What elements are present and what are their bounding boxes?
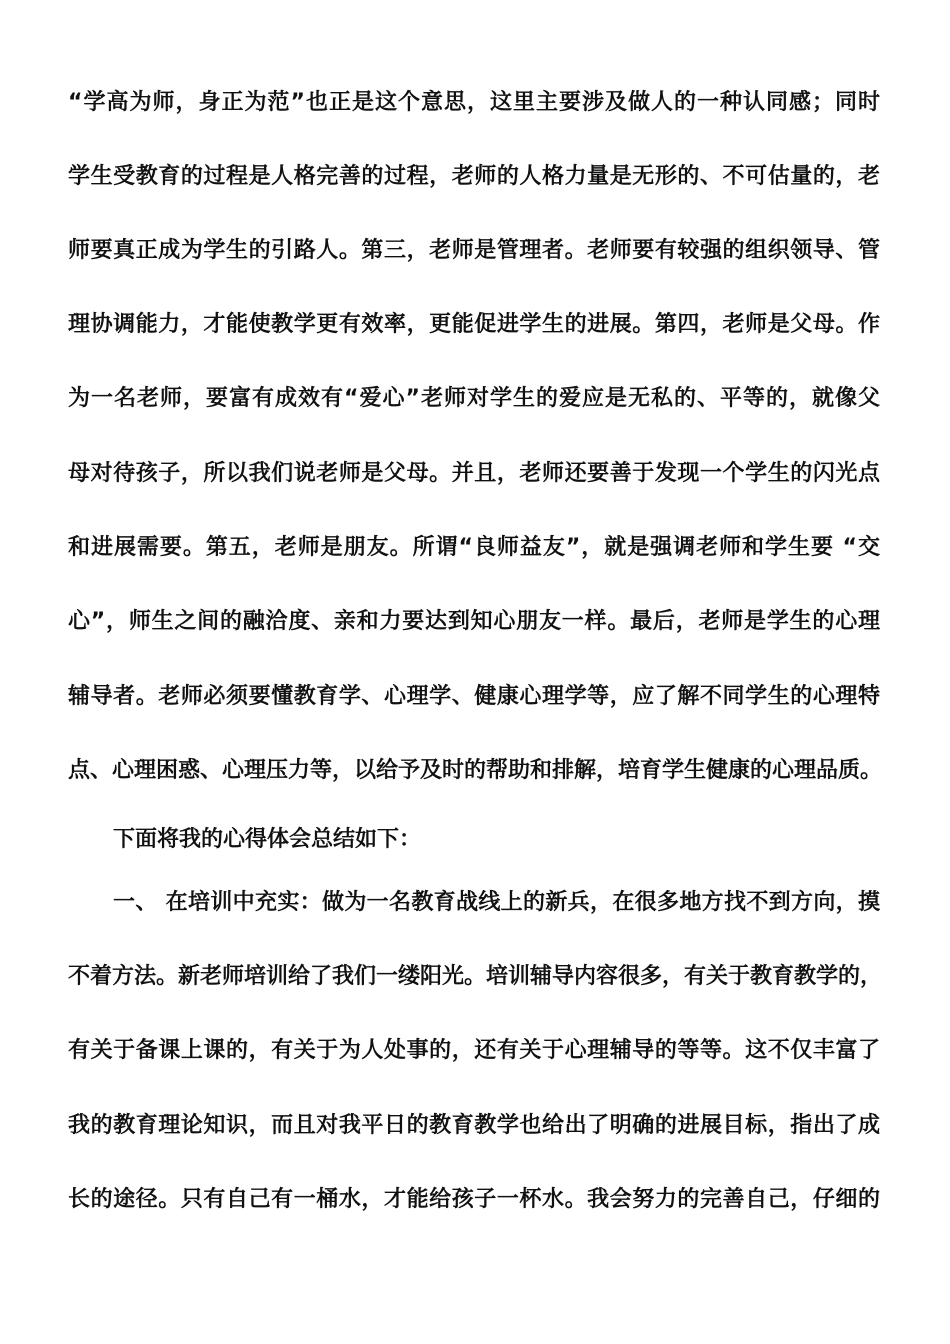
paragraph-line-2: 学生受教育的过程是人格完善的过程，老师的人格力量是无形的、不可估量的，老: [68, 164, 880, 189]
paragraph-line-4: 理协调能力，才能使教学更有效率，更能促进学生的进展。第四，老师是父母。作: [68, 312, 880, 337]
paragraph-line-15: 我的教育理论知识，而且对我平日的教育教学也给出了明确的进展目标，指出了成: [68, 1113, 880, 1138]
paragraph-line-6: 母对待孩子，所以我们说老师是父母。并且，老师还要善于发现一个学生的闪光点: [68, 461, 880, 486]
summary-intro-line: 下面将我的心得体会总结如下：: [113, 827, 422, 852]
section-one-heading-line: 一、 在培训中充实：做为一名教育战线上的新兵，在很多地方找不到方向，摸: [113, 890, 880, 915]
paragraph-line-8: 心”，师生之间的融洽度、亲和力要达到知心朋友一样。最后，老师是学生的心理: [68, 609, 880, 634]
paragraph-line-9: 辅导者。老师必须要懂教育学、心理学、健康心理学等，应了解不同学生的心理特: [68, 684, 880, 709]
paragraph-line-7: 和进展需要。第五，老师是朋友。所谓“良师益友”，就是强调老师和学生要 “交: [68, 535, 880, 560]
paragraph-line-13: 不着方法。新老师培训给了我们一缕阳光。培训辅导内容很多，有关于教育教学的，: [68, 964, 883, 989]
paragraph-line-5: 为一名老师，要富有成效有“爱心”老师对学生的爱应是无私的、平等的，就像父: [68, 386, 880, 411]
paragraph-line-10: 点、心理困惑、心理压力等，以给予及时的帮助和排解，培育学生健康的心理品质。: [68, 758, 883, 783]
paragraph-line-1: “学高为师，身正为范”也正是这个意思，这里主要涉及做人的一种认同感；同时: [68, 90, 880, 115]
paragraph-line-3: 师要真正成为学生的引路人。第三，老师是管理者。老师要有较强的组织领导、管: [68, 238, 880, 263]
paragraph-line-14: 有关于备课上课的，有关于为人处事的，还有关于心理辅导的等等。这不仅丰富了: [68, 1038, 880, 1063]
paragraph-line-16: 长的途径。只有自己有一桶水，才能给孩子一杯水。我会努力的完善自己，仔细的: [68, 1187, 880, 1212]
